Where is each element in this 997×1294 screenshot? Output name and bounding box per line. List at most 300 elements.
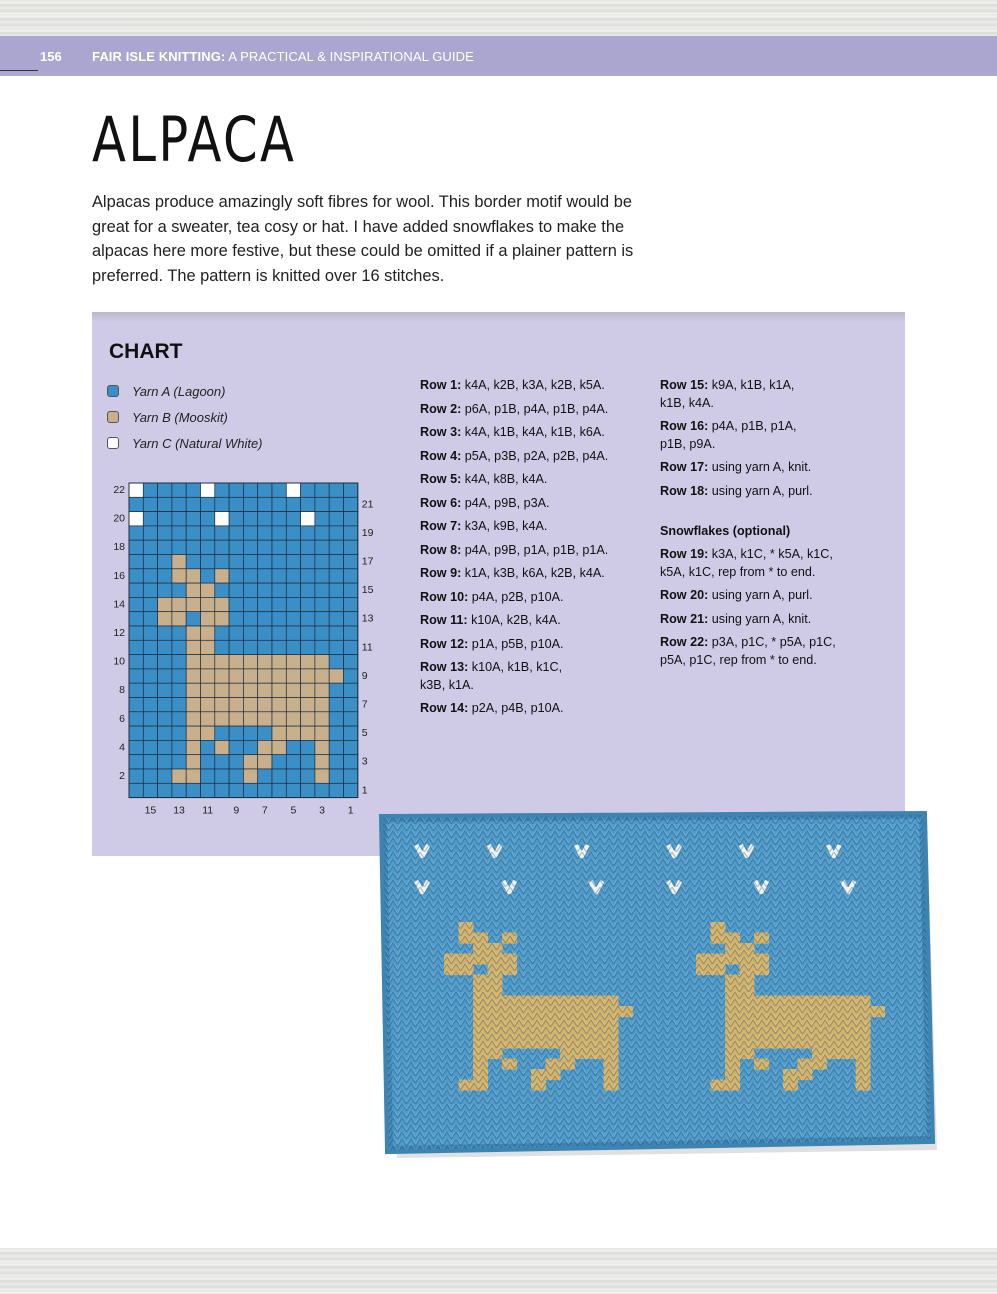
chart-cell — [329, 583, 343, 597]
chart-cell — [243, 526, 257, 540]
chart-cell — [172, 740, 186, 754]
chart-cell — [186, 569, 200, 583]
legend-item-yarn-a — [107, 378, 263, 404]
chart-cell — [272, 655, 286, 669]
intro-line: alpacas here more festive, but these could be omitted if a plainer pattern is — [92, 242, 634, 260]
chart-cell — [172, 526, 186, 540]
chart-cell — [258, 583, 272, 597]
chart-cell — [201, 483, 215, 497]
chart-cell — [272, 712, 286, 726]
chart-cell — [344, 626, 358, 640]
chart-cell — [201, 583, 215, 597]
instruction-row — [420, 565, 655, 583]
chart-cell — [301, 497, 315, 511]
knitting-chart — [100, 476, 390, 816]
chart-cell — [243, 683, 257, 697]
chart-heading: CHART — [109, 340, 183, 363]
chart-cell — [201, 783, 215, 797]
chart-cell — [172, 698, 186, 712]
chart-cell — [258, 612, 272, 626]
row-text: using yarn A, purl. — [708, 483, 813, 498]
legend-label: Yarn C (Natural White) — [132, 435, 263, 451]
chart-cell — [329, 712, 343, 726]
row-text: k4A, k8B, k4A. — [461, 472, 548, 486]
chart-cell — [229, 740, 243, 754]
chart-cell — [344, 655, 358, 669]
instruction-row — [420, 495, 655, 513]
chart-cell — [143, 569, 157, 583]
row-text: k10A, k1B, k1C, — [468, 660, 563, 674]
chart-cell — [258, 698, 272, 712]
chart-cell — [344, 698, 358, 712]
chart-cell — [315, 769, 329, 783]
row-number-left: 18 — [113, 541, 125, 554]
row-number-right: 15 — [361, 584, 374, 597]
chart-cell — [344, 755, 358, 769]
row-text: p4A, p1B, p1A, — [708, 419, 797, 433]
legend-item-yarn-b — [107, 404, 263, 430]
chart-cell — [229, 612, 243, 626]
instruction-row — [660, 546, 900, 581]
chart-cell — [186, 669, 200, 683]
chart-cell — [344, 583, 358, 597]
instruction-row — [660, 377, 900, 412]
row-text-cont: k3B, k1A. — [420, 677, 474, 692]
row-number-left: 2 — [119, 770, 125, 783]
chart-cell — [229, 683, 243, 697]
chart-cell — [215, 583, 229, 597]
chart-cell — [286, 655, 300, 669]
chart-cell — [329, 726, 343, 740]
chart-cell — [201, 569, 215, 583]
chart-cell — [344, 640, 358, 654]
chart-cell — [158, 669, 172, 683]
chart-cell — [129, 783, 143, 797]
chart-cell — [286, 726, 300, 740]
row-label: Row 16: — [660, 419, 709, 433]
chart-cell — [172, 726, 186, 740]
chart-cell — [315, 783, 329, 797]
chart-cell — [286, 526, 300, 540]
chart-cell — [229, 640, 243, 654]
chart-cell — [243, 769, 257, 783]
header-rule — [0, 70, 38, 71]
row-label: Row 12: — [420, 636, 469, 651]
chart-cell — [215, 483, 229, 497]
chart-cell — [329, 512, 343, 526]
chart-cell — [286, 712, 300, 726]
chart-cell — [158, 483, 172, 497]
row-text: p4A, p9B, p1A, p1B, p1A. — [461, 542, 609, 557]
chart-cell — [143, 555, 157, 569]
row-number-right: 13 — [361, 612, 374, 625]
chart-cell — [158, 755, 172, 769]
book-title-bold: FAIR ISLE KNITTING: — [92, 49, 226, 64]
chart-cell — [243, 626, 257, 640]
chart-cell — [329, 540, 343, 554]
chart-cell — [243, 497, 257, 511]
chart-cell — [329, 597, 343, 611]
row-label: Row 20: — [660, 588, 709, 602]
instructions-col-1 — [420, 377, 655, 724]
row-text: k4A, k1B, k4A, k1B, k6A. — [461, 425, 605, 439]
chart-cell — [286, 769, 300, 783]
chart-cell — [243, 512, 257, 526]
chart-cell — [286, 555, 300, 569]
chart-cell — [344, 769, 358, 783]
chart-cell — [258, 497, 272, 511]
instruction-row — [420, 542, 655, 560]
chart-cell — [215, 555, 229, 569]
chart-cell — [186, 497, 200, 511]
chart-cell — [258, 526, 272, 540]
chart-cell — [258, 512, 272, 526]
instruction-row — [420, 589, 655, 607]
instruction-row — [420, 518, 655, 536]
chart-cell — [329, 755, 343, 769]
chart-cell — [201, 497, 215, 511]
row-label: Row 17: — [660, 460, 709, 474]
chart-cell — [215, 712, 229, 726]
row-text: p6A, p1B, p4A, p1B, p4A. — [461, 401, 609, 416]
chart-cell — [172, 512, 186, 526]
chart-cell — [272, 483, 286, 497]
chart-cell — [201, 555, 215, 569]
chart-cell — [301, 597, 315, 611]
instruction-row — [660, 634, 900, 669]
chart-cell — [286, 540, 300, 554]
chart-cell — [215, 669, 229, 683]
chart-cell — [344, 540, 358, 554]
chart-cell — [129, 640, 143, 654]
chart-cell — [272, 669, 286, 683]
chart-cell — [315, 583, 329, 597]
chart-cell — [243, 640, 257, 654]
swatch-yarn-b — [107, 411, 119, 423]
chart-cell — [315, 540, 329, 554]
chart-cell — [172, 597, 186, 611]
chart-cell — [129, 769, 143, 783]
chart-cell — [286, 640, 300, 654]
row-number-right: 19 — [361, 526, 374, 539]
chart-cell — [329, 497, 343, 511]
stitch-number: 3 — [319, 804, 325, 816]
chart-cell — [243, 669, 257, 683]
chart-cell — [143, 526, 157, 540]
chart-cell — [201, 669, 215, 683]
intro-line: great for a sweater, tea cosy or hat. I have added snowflakes to make the — [92, 217, 625, 236]
chart-cell — [158, 740, 172, 754]
row-number-right: 17 — [361, 555, 374, 568]
chart-cell — [186, 683, 200, 697]
row-text: k4A, k2B, k3A, k2B, k5A. — [461, 378, 605, 392]
chart-cell — [172, 712, 186, 726]
row-text: p4A, p2B, p10A. — [468, 589, 564, 604]
chart-cell — [229, 655, 243, 669]
row-label: Row 1: — [420, 378, 462, 392]
stitch-number: 13 — [173, 804, 185, 816]
instruction-row — [420, 448, 655, 466]
chart-cell — [158, 555, 172, 569]
row-label: Row 8: — [420, 542, 462, 557]
chart-cell — [215, 683, 229, 697]
chart-cell — [301, 683, 315, 697]
chart-cell — [143, 655, 157, 669]
chart-cell — [329, 683, 343, 697]
chart-cell — [215, 597, 229, 611]
chart-cell — [301, 740, 315, 754]
chart-cell — [301, 512, 315, 526]
chart-cell — [172, 583, 186, 597]
chart-cell — [143, 626, 157, 640]
chart-cell — [286, 569, 300, 583]
row-label: Row 14: — [420, 701, 469, 715]
chart-cell — [301, 712, 315, 726]
chart-cell — [315, 740, 329, 754]
intro-paragraph — [92, 190, 692, 288]
chart-cell — [258, 755, 272, 769]
chart-cell — [129, 555, 143, 569]
chart-cell — [158, 540, 172, 554]
chart-cell — [143, 597, 157, 611]
chart-cell — [258, 569, 272, 583]
page-number: 156 — [40, 49, 62, 64]
chart-cell — [172, 483, 186, 497]
snowflakes-heading: Snowflakes (optional) — [660, 524, 791, 538]
chart-cell — [301, 626, 315, 640]
chart-cell — [258, 483, 272, 497]
page-title: ALPACA — [92, 103, 297, 176]
chart-cell — [315, 698, 329, 712]
chart-cell — [201, 769, 215, 783]
chart-cell — [329, 669, 343, 683]
chart-cell — [315, 612, 329, 626]
row-label: Row 11: — [420, 613, 468, 627]
row-label: Row 5: — [420, 472, 462, 486]
row-text-cont: p5A, p1C, rep from * to end. — [660, 652, 817, 667]
chart-cell — [286, 626, 300, 640]
chart-cell — [158, 712, 172, 726]
chart-cell — [129, 512, 143, 526]
instruction-row — [420, 424, 655, 442]
chart-cell — [215, 626, 229, 640]
chart-cell — [186, 783, 200, 797]
chart-cell — [272, 755, 286, 769]
chart-cell — [129, 597, 143, 611]
chart-cell — [143, 669, 157, 683]
row-text: p1A, p5B, p10A. — [468, 636, 564, 651]
chart-cell — [286, 755, 300, 769]
chart-cell — [186, 740, 200, 754]
stitch-number: 7 — [261, 804, 268, 816]
chart-cell — [129, 755, 143, 769]
row-text-cont: k5A, k1C, rep from * to end. — [660, 564, 816, 579]
chart-cell — [229, 526, 243, 540]
chart-cell — [143, 712, 157, 726]
chart-cell — [272, 583, 286, 597]
row-label: Row 18: — [660, 483, 709, 498]
row-label: Row 22: — [660, 635, 709, 649]
chart-cell — [172, 755, 186, 769]
chart-cell — [243, 726, 257, 740]
chart-cell — [286, 740, 300, 754]
chart-cell — [329, 569, 343, 583]
row-number-left: 6 — [119, 712, 125, 725]
row-label: Row 4: — [420, 448, 462, 463]
chart-cell — [186, 483, 200, 497]
chart-cell — [215, 755, 229, 769]
row-text: k9A, k1B, k1A, — [708, 378, 795, 392]
chart-cell — [129, 526, 143, 540]
chart-cell — [215, 569, 229, 583]
chart-cell — [129, 712, 143, 726]
chart-cell — [272, 640, 286, 654]
chart-cell — [143, 769, 157, 783]
row-text: using yarn A, knit. — [708, 611, 812, 626]
instruction-row — [420, 700, 655, 718]
chart-cell — [272, 526, 286, 540]
chart-cell — [158, 683, 172, 697]
row-text: p2A, p4B, p10A. — [468, 701, 564, 715]
chart-cell — [172, 669, 186, 683]
chart-cell — [229, 755, 243, 769]
chart-cell — [315, 597, 329, 611]
chart-cell — [329, 555, 343, 569]
chart-cell — [215, 783, 229, 797]
chart-cell — [272, 540, 286, 554]
chart-cell — [286, 612, 300, 626]
row-label: Row 3: — [420, 425, 462, 439]
row-text-cont: p1B, p9A. — [660, 436, 716, 451]
wood-texture-top — [0, 0, 997, 36]
chart-cell — [158, 526, 172, 540]
chart-cell — [301, 483, 315, 497]
chart-cell — [201, 540, 215, 554]
chart-cell — [301, 669, 315, 683]
chart-cell — [201, 640, 215, 654]
chart-cell — [129, 626, 143, 640]
chart-cell — [186, 555, 200, 569]
chart-cell — [344, 712, 358, 726]
chart-cell — [315, 712, 329, 726]
chart-cell — [301, 526, 315, 540]
chart-cell — [129, 497, 143, 511]
row-number-right: 3 — [361, 755, 368, 768]
chart-cell — [286, 698, 300, 712]
book-title-rest: A PRACTICAL & INSPIRATIONAL GUIDE — [225, 49, 474, 64]
chart-cell — [229, 597, 243, 611]
chart-cell — [129, 669, 143, 683]
stitch-number: 5 — [290, 804, 297, 816]
chart-cell — [143, 726, 157, 740]
chart-cell — [272, 512, 286, 526]
chart-cell — [201, 526, 215, 540]
chart-cell — [186, 626, 200, 640]
instruction-row — [660, 587, 900, 605]
legend-label: Yarn A (Lagoon) — [132, 383, 226, 399]
chart-cell — [201, 655, 215, 669]
chart-cell — [243, 712, 257, 726]
chart-cell — [315, 640, 329, 654]
chart-cell — [158, 783, 172, 797]
chart-cell — [143, 612, 157, 626]
row-number-right: 7 — [361, 698, 368, 711]
chart-cell — [229, 626, 243, 640]
chart-cell — [186, 612, 200, 626]
chart-cell — [143, 698, 157, 712]
chart-cell — [301, 612, 315, 626]
stitch-number: 11 — [202, 804, 214, 816]
chart-cell — [272, 569, 286, 583]
chart-cell — [215, 640, 229, 654]
chart-cell — [272, 783, 286, 797]
chart-cell — [315, 655, 329, 669]
row-label: Row 2: — [420, 401, 462, 416]
chart-cell — [158, 626, 172, 640]
chart-legend — [107, 378, 263, 456]
chart-cell — [172, 612, 186, 626]
chart-cell — [258, 540, 272, 554]
instruction-row — [420, 659, 655, 694]
chart-cell — [201, 712, 215, 726]
chart-cell — [315, 555, 329, 569]
chart-cell — [286, 669, 300, 683]
chart-cell — [243, 555, 257, 569]
chart-cell — [315, 683, 329, 697]
chart-cell — [129, 583, 143, 597]
chart-cell — [129, 740, 143, 754]
chart-cell — [243, 569, 257, 583]
chart-cell — [229, 555, 243, 569]
chart-cell — [329, 526, 343, 540]
chart-cell — [315, 526, 329, 540]
chart-cell — [201, 698, 215, 712]
chart-cell — [272, 769, 286, 783]
row-number-right: 21 — [361, 498, 374, 511]
chart-cell — [301, 583, 315, 597]
chart-cell — [315, 512, 329, 526]
row-label: Row 13: — [420, 660, 469, 674]
row-text: p3A, p1C, * p5A, p1C, — [708, 635, 836, 649]
chart-cell — [301, 726, 315, 740]
chart-cell — [344, 783, 358, 797]
chart-cell — [143, 640, 157, 654]
chart-cell — [186, 526, 200, 540]
chart-cell — [301, 769, 315, 783]
chart-cell — [229, 512, 243, 526]
chart-cell — [272, 555, 286, 569]
chart-cell — [229, 497, 243, 511]
chart-cell — [243, 597, 257, 611]
chart-cell — [243, 740, 257, 754]
stitch-number: 9 — [233, 804, 240, 816]
chart-cell — [158, 583, 172, 597]
chart-cell — [229, 769, 243, 783]
row-label: Row 6: — [420, 495, 462, 510]
chart-cell — [344, 740, 358, 754]
chart-cell — [129, 655, 143, 669]
chart-cell — [172, 640, 186, 654]
chart-cell — [201, 597, 215, 611]
row-number-left: 16 — [113, 569, 125, 582]
chart-cell — [201, 626, 215, 640]
chart-cell — [143, 512, 157, 526]
chart-cell — [158, 497, 172, 511]
row-text: k3A, k9B, k4A. — [461, 519, 548, 533]
instruction-row — [420, 377, 655, 395]
chart-cell — [215, 512, 229, 526]
chart-cell — [344, 483, 358, 497]
